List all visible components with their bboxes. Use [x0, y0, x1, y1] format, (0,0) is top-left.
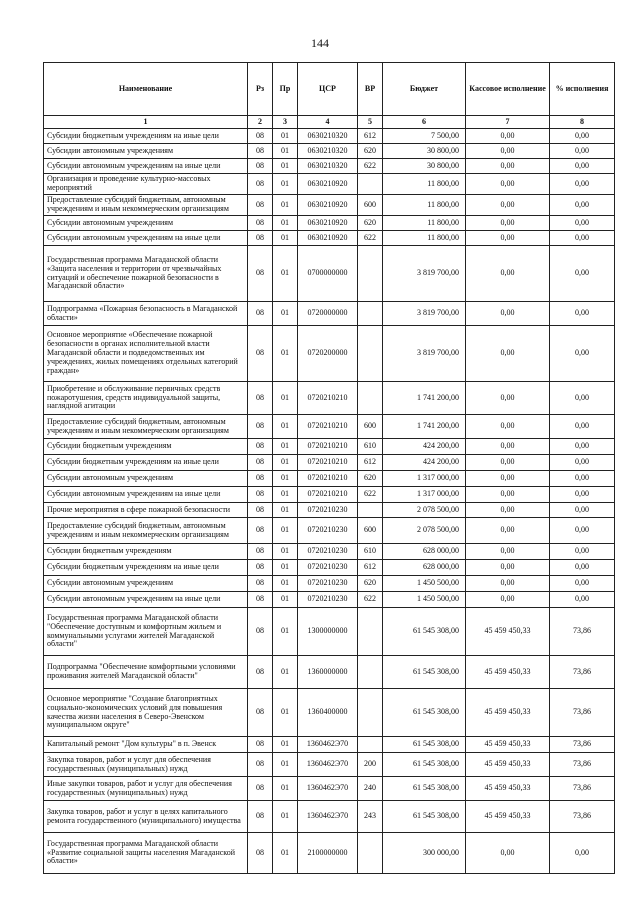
row-name: Предоставление субсидий бюджетным, автономным учреждениям и иным некоммерческим организациям: [44, 195, 248, 216]
row-name: Субсидии бюджетным учреждениям на иные цели: [44, 455, 248, 471]
row-name: Прочие мероприятия в сфере пожарной безопасности: [44, 503, 248, 518]
row-budget: 3 819 700,00: [383, 326, 466, 382]
row-vr: 200: [358, 753, 383, 777]
row-name: Основное мероприятие «Обеспечение пожарной безопасности в органах исполнительной власти Магаданской области и подведомственных им учреждениях, жилых помещениях отдельных категорий граждан»: [44, 326, 248, 382]
header-csr: ЦСР: [298, 63, 358, 116]
header-cash-execution: Кассовое исполнение: [466, 63, 550, 116]
row-execution-percent: 0,00: [550, 159, 615, 174]
table-row: [44, 471, 615, 487]
row-execution-percent: 0,00: [550, 174, 615, 195]
row-rz: 08: [248, 144, 273, 159]
table-row: [44, 592, 615, 608]
row-name: Государственная программа Магаданской области «Развитие социальной защиты населения Магаданской области»: [44, 833, 248, 874]
row-execution-percent: 0,00: [550, 231, 615, 246]
row-cash-execution: 0,00: [466, 129, 550, 144]
row-csr: 2100000000: [298, 833, 358, 874]
row-execution-percent: 0,00: [550, 382, 615, 415]
column-number: 5: [358, 116, 383, 129]
row-vr: [358, 656, 383, 689]
row-vr: 243: [358, 801, 383, 833]
row-name: Субсидии бюджетным учреждениям: [44, 439, 248, 455]
row-execution-percent: 0,00: [550, 518, 615, 544]
table-row: [44, 518, 615, 544]
row-budget: 61 545 308,00: [383, 753, 466, 777]
row-name: Субсидии автономным учреждениям: [44, 471, 248, 487]
row-csr: 0720210210: [298, 471, 358, 487]
row-pr: 01: [273, 689, 298, 737]
row-budget: 11 800,00: [383, 174, 466, 195]
column-number: 4: [298, 116, 358, 129]
row-vr: 620: [358, 471, 383, 487]
row-name: Организация и проведение культурно-массовых мероприятий: [44, 174, 248, 195]
row-csr: 0720210230: [298, 518, 358, 544]
row-execution-percent: 73,86: [550, 801, 615, 833]
row-cash-execution: 0,00: [466, 592, 550, 608]
row-pr: 01: [273, 471, 298, 487]
row-rz: 08: [248, 592, 273, 608]
table-row: [44, 246, 615, 302]
row-execution-percent: 73,86: [550, 737, 615, 753]
row-name: Субсидии бюджетным учреждениям: [44, 544, 248, 560]
column-number: 7: [466, 116, 550, 129]
column-number: 3: [273, 116, 298, 129]
row-csr: 0720210210: [298, 487, 358, 503]
row-rz: 08: [248, 487, 273, 503]
row-budget: 61 545 308,00: [383, 801, 466, 833]
row-rz: 08: [248, 246, 273, 302]
row-budget: 424 200,00: [383, 455, 466, 471]
row-csr: 0720210210: [298, 382, 358, 415]
row-execution-percent: 73,86: [550, 608, 615, 656]
column-number: 6: [383, 116, 466, 129]
row-vr: 622: [358, 487, 383, 503]
row-cash-execution: 0,00: [466, 439, 550, 455]
row-pr: 01: [273, 518, 298, 544]
row-csr: 0630210920: [298, 216, 358, 231]
table-row: [44, 216, 615, 231]
row-pr: 01: [273, 216, 298, 231]
row-pr: 01: [273, 753, 298, 777]
row-rz: 08: [248, 231, 273, 246]
row-cash-execution: 45 459 450,33: [466, 656, 550, 689]
row-execution-percent: 0,00: [550, 129, 615, 144]
row-pr: 01: [273, 129, 298, 144]
row-cash-execution: 0,00: [466, 455, 550, 471]
row-rz: 08: [248, 415, 273, 439]
row-pr: 01: [273, 144, 298, 159]
row-cash-execution: 0,00: [466, 159, 550, 174]
row-vr: [358, 737, 383, 753]
table-row: [44, 129, 615, 144]
row-csr: 0630210920: [298, 195, 358, 216]
row-cash-execution: 0,00: [466, 231, 550, 246]
row-cash-execution: 0,00: [466, 560, 550, 576]
row-vr: 622: [358, 231, 383, 246]
row-cash-execution: 0,00: [466, 544, 550, 560]
table-row: [44, 560, 615, 576]
table-row: [44, 382, 615, 415]
row-execution-percent: 0,00: [550, 246, 615, 302]
table-row: [44, 231, 615, 246]
row-cash-execution: 0,00: [466, 518, 550, 544]
row-csr: 0720210210: [298, 415, 358, 439]
row-cash-execution: 0,00: [466, 246, 550, 302]
row-pr: 01: [273, 439, 298, 455]
row-pr: 01: [273, 737, 298, 753]
row-budget: 1 450 500,00: [383, 592, 466, 608]
row-cash-execution: 45 459 450,33: [466, 608, 550, 656]
row-budget: 3 819 700,00: [383, 302, 466, 326]
row-name: Предоставление субсидий бюджетным, автономным учреждениям и иным некоммерческим организациям: [44, 415, 248, 439]
row-execution-percent: 0,00: [550, 216, 615, 231]
row-vr: [358, 382, 383, 415]
row-csr: 1360462Э70: [298, 801, 358, 833]
table-row: [44, 544, 615, 560]
row-csr: 0720000000: [298, 302, 358, 326]
row-name: Субсидии автономным учреждениям на иные цели: [44, 231, 248, 246]
row-vr: 620: [358, 144, 383, 159]
row-cash-execution: 45 459 450,33: [466, 753, 550, 777]
row-rz: 08: [248, 471, 273, 487]
row-execution-percent: 73,86: [550, 689, 615, 737]
table-row: [44, 608, 615, 656]
row-budget: 11 800,00: [383, 216, 466, 231]
row-cash-execution: 0,00: [466, 195, 550, 216]
row-csr: 0630210320: [298, 144, 358, 159]
row-vr: [358, 503, 383, 518]
row-cash-execution: 45 459 450,33: [466, 801, 550, 833]
row-cash-execution: 45 459 450,33: [466, 737, 550, 753]
row-rz: 08: [248, 439, 273, 455]
row-pr: 01: [273, 174, 298, 195]
row-name: Подпрограмма «Пожарная безопасность в Магаданской области»: [44, 302, 248, 326]
row-pr: 01: [273, 302, 298, 326]
row-rz: 08: [248, 518, 273, 544]
row-cash-execution: 0,00: [466, 144, 550, 159]
row-rz: 08: [248, 656, 273, 689]
row-execution-percent: 0,00: [550, 144, 615, 159]
table-row: [44, 174, 615, 195]
row-csr: 0720210230: [298, 544, 358, 560]
row-execution-percent: 73,86: [550, 753, 615, 777]
row-cash-execution: 0,00: [466, 216, 550, 231]
row-rz: 08: [248, 382, 273, 415]
row-pr: 01: [273, 801, 298, 833]
row-name: Закупка товаров, работ и услуг в целях капитального ремонта государственного (муниципального) имущества: [44, 801, 248, 833]
row-execution-percent: 0,00: [550, 439, 615, 455]
header-budget: Бюджет: [383, 63, 466, 116]
table-row: [44, 439, 615, 455]
row-rz: 08: [248, 833, 273, 874]
row-budget: 1 317 000,00: [383, 487, 466, 503]
row-vr: [358, 689, 383, 737]
row-name: Субсидии бюджетным учреждениям на иные цели: [44, 129, 248, 144]
row-csr: 0630210320: [298, 129, 358, 144]
row-rz: 08: [248, 608, 273, 656]
row-execution-percent: 73,86: [550, 777, 615, 801]
row-csr: 1360462Э70: [298, 753, 358, 777]
row-execution-percent: 0,00: [550, 326, 615, 382]
header-name: Наименование: [44, 63, 248, 116]
table-row: [44, 415, 615, 439]
row-cash-execution: 0,00: [466, 487, 550, 503]
row-pr: 01: [273, 560, 298, 576]
row-execution-percent: 0,00: [550, 195, 615, 216]
row-budget: 300 000,00: [383, 833, 466, 874]
column-number-row: [44, 116, 615, 129]
row-name: Субсидии автономным учреждениям на иные цели: [44, 487, 248, 503]
row-rz: 08: [248, 302, 273, 326]
header-vr: ВР: [358, 63, 383, 116]
table-row: [44, 159, 615, 174]
row-name: Предоставление субсидий бюджетным, автономным учреждениям и иным некоммерческим организациям: [44, 518, 248, 544]
column-number: 1: [44, 116, 248, 129]
row-execution-percent: 0,00: [550, 503, 615, 518]
row-pr: 01: [273, 592, 298, 608]
row-vr: 612: [358, 455, 383, 471]
table-row: [44, 144, 615, 159]
row-name: Основное мероприятие "Создание благоприятных социально-экономических условий для повышения качества жизни населения в Северо-Эвенском муниципальном округе": [44, 689, 248, 737]
row-rz: 08: [248, 129, 273, 144]
header-row: [44, 63, 615, 116]
table-row: [44, 689, 615, 737]
row-budget: 61 545 308,00: [383, 608, 466, 656]
row-budget: 61 545 308,00: [383, 777, 466, 801]
row-budget: 1 317 000,00: [383, 471, 466, 487]
row-csr: 0720210210: [298, 455, 358, 471]
row-name: Закупка товаров, работ и услуг для обеспечения государственных (муниципальных) нужд: [44, 753, 248, 777]
row-budget: 1 741 200,00: [383, 415, 466, 439]
row-budget: 2 078 500,00: [383, 518, 466, 544]
row-rz: 08: [248, 689, 273, 737]
row-csr: 0720210230: [298, 592, 358, 608]
row-execution-percent: 0,00: [550, 455, 615, 471]
row-execution-percent: 0,00: [550, 560, 615, 576]
row-cash-execution: 0,00: [466, 471, 550, 487]
row-name: Приобретение и обслуживание первичных средств пожаротушения, средств индивидуальной защиты, наглядной агитации: [44, 382, 248, 415]
row-execution-percent: 0,00: [550, 576, 615, 592]
table-row: [44, 503, 615, 518]
row-budget: 61 545 308,00: [383, 689, 466, 737]
row-budget: 30 800,00: [383, 159, 466, 174]
table-row: [44, 737, 615, 753]
header-pr: Пр: [273, 63, 298, 116]
budget-execution-table: [43, 62, 615, 874]
row-csr: 1360000000: [298, 656, 358, 689]
row-budget: 424 200,00: [383, 439, 466, 455]
row-cash-execution: 45 459 450,33: [466, 777, 550, 801]
row-csr: 0720210210: [298, 439, 358, 455]
table-row: [44, 753, 615, 777]
row-vr: 600: [358, 195, 383, 216]
row-pr: 01: [273, 195, 298, 216]
row-pr: 01: [273, 415, 298, 439]
row-name: Капитальный ремонт "Дом культуры" в п. Эвенск: [44, 737, 248, 753]
row-pr: 01: [273, 576, 298, 592]
row-cash-execution: 0,00: [466, 302, 550, 326]
row-vr: [358, 246, 383, 302]
row-pr: 01: [273, 455, 298, 471]
row-csr: 0630210920: [298, 174, 358, 195]
row-cash-execution: 45 459 450,33: [466, 689, 550, 737]
row-csr: 0720210230: [298, 576, 358, 592]
row-cash-execution: 0,00: [466, 382, 550, 415]
row-budget: 7 500,00: [383, 129, 466, 144]
row-rz: 08: [248, 159, 273, 174]
row-cash-execution: 0,00: [466, 415, 550, 439]
row-vr: 612: [358, 129, 383, 144]
row-execution-percent: 0,00: [550, 415, 615, 439]
row-pr: 01: [273, 503, 298, 518]
row-csr: 0720210230: [298, 560, 358, 576]
row-rz: 08: [248, 560, 273, 576]
row-execution-percent: 0,00: [550, 544, 615, 560]
row-rz: 08: [248, 216, 273, 231]
table-row: [44, 326, 615, 382]
row-vr: 620: [358, 216, 383, 231]
table-row: [44, 801, 615, 833]
row-csr: 0630210320: [298, 159, 358, 174]
row-pr: 01: [273, 326, 298, 382]
row-vr: [358, 326, 383, 382]
table-row: [44, 576, 615, 592]
row-name: Иные закупки товаров, работ и услуг для обеспечения государственных (муниципальных) нужд: [44, 777, 248, 801]
table-row: [44, 455, 615, 471]
row-pr: 01: [273, 608, 298, 656]
row-vr: 610: [358, 544, 383, 560]
header-rz: Рз: [248, 63, 273, 116]
row-budget: 11 800,00: [383, 231, 466, 246]
row-budget: 61 545 308,00: [383, 656, 466, 689]
column-number: 2: [248, 116, 273, 129]
row-csr: 0700000000: [298, 246, 358, 302]
row-budget: 61 545 308,00: [383, 737, 466, 753]
page-number: 144: [311, 36, 329, 50]
row-name: Субсидии автономным учреждениям: [44, 216, 248, 231]
row-name: Субсидии автономным учреждениям на иные цели: [44, 159, 248, 174]
row-cash-execution: 0,00: [466, 326, 550, 382]
row-name: Субсидии бюджетным учреждениям на иные цели: [44, 560, 248, 576]
table-body: [44, 129, 615, 874]
row-csr: 0630210920: [298, 231, 358, 246]
row-rz: 08: [248, 455, 273, 471]
row-vr: [358, 608, 383, 656]
row-execution-percent: 0,00: [550, 487, 615, 503]
row-csr: 0720210230: [298, 503, 358, 518]
row-csr: 1360462Э70: [298, 777, 358, 801]
row-csr: 1360400000: [298, 689, 358, 737]
row-pr: 01: [273, 159, 298, 174]
row-name: Государственная программа Магаданской области «Защита населения и территории от чрезвычайных ситуаций и обеспечение пожарной безопасности в Магаданской области»: [44, 246, 248, 302]
row-rz: 08: [248, 326, 273, 382]
row-pr: 01: [273, 777, 298, 801]
row-name: Субсидии автономным учреждениям: [44, 576, 248, 592]
row-budget: 1 741 200,00: [383, 382, 466, 415]
row-pr: 01: [273, 487, 298, 503]
row-pr: 01: [273, 246, 298, 302]
row-rz: 08: [248, 801, 273, 833]
row-execution-percent: 0,00: [550, 833, 615, 874]
table-row: [44, 302, 615, 326]
row-rz: 08: [248, 753, 273, 777]
row-name: Государственная программа Магаданской области "Обеспечение доступным и комфортным жильем и коммунальными услугами жителей Магаданской области": [44, 608, 248, 656]
table-row: [44, 833, 615, 874]
header-execution-percent: % исполнения: [550, 63, 615, 116]
row-rz: 08: [248, 777, 273, 801]
row-vr: 240: [358, 777, 383, 801]
table-row: [44, 195, 615, 216]
row-vr: 600: [358, 518, 383, 544]
row-cash-execution: 0,00: [466, 174, 550, 195]
row-rz: 08: [248, 544, 273, 560]
row-pr: 01: [273, 382, 298, 415]
row-pr: 01: [273, 544, 298, 560]
table-row: [44, 487, 615, 503]
row-cash-execution: 0,00: [466, 503, 550, 518]
row-budget: 628 000,00: [383, 560, 466, 576]
row-budget: 2 078 500,00: [383, 503, 466, 518]
row-execution-percent: 0,00: [550, 592, 615, 608]
row-name: Подпрограмма "Обеспечение комфортными условиями проживания жителей Магаданской области": [44, 656, 248, 689]
row-csr: 0720200000: [298, 326, 358, 382]
row-rz: 08: [248, 503, 273, 518]
row-pr: 01: [273, 656, 298, 689]
row-budget: 30 800,00: [383, 144, 466, 159]
row-pr: 01: [273, 231, 298, 246]
row-budget: 11 800,00: [383, 195, 466, 216]
row-vr: 612: [358, 560, 383, 576]
row-name: Субсидии автономным учреждениям: [44, 144, 248, 159]
row-vr: 610: [358, 439, 383, 455]
row-cash-execution: 0,00: [466, 576, 550, 592]
row-vr: [358, 302, 383, 326]
row-execution-percent: 0,00: [550, 471, 615, 487]
row-vr: 622: [358, 159, 383, 174]
row-csr: 1360462Э70: [298, 737, 358, 753]
row-cash-execution: 0,00: [466, 833, 550, 874]
row-rz: 08: [248, 174, 273, 195]
row-rz: 08: [248, 576, 273, 592]
table-row: [44, 656, 615, 689]
row-csr: 1300000000: [298, 608, 358, 656]
row-vr: 622: [358, 592, 383, 608]
table-row: [44, 777, 615, 801]
row-budget: 3 819 700,00: [383, 246, 466, 302]
row-vr: [358, 174, 383, 195]
row-rz: 08: [248, 195, 273, 216]
row-vr: 600: [358, 415, 383, 439]
row-budget: 1 450 500,00: [383, 576, 466, 592]
row-execution-percent: 73,86: [550, 656, 615, 689]
row-pr: 01: [273, 833, 298, 874]
row-execution-percent: 0,00: [550, 302, 615, 326]
row-vr: 620: [358, 576, 383, 592]
column-number: 8: [550, 116, 615, 129]
row-vr: [358, 833, 383, 874]
row-name: Субсидии автономным учреждениям на иные цели: [44, 592, 248, 608]
row-budget: 628 000,00: [383, 544, 466, 560]
row-rz: 08: [248, 737, 273, 753]
